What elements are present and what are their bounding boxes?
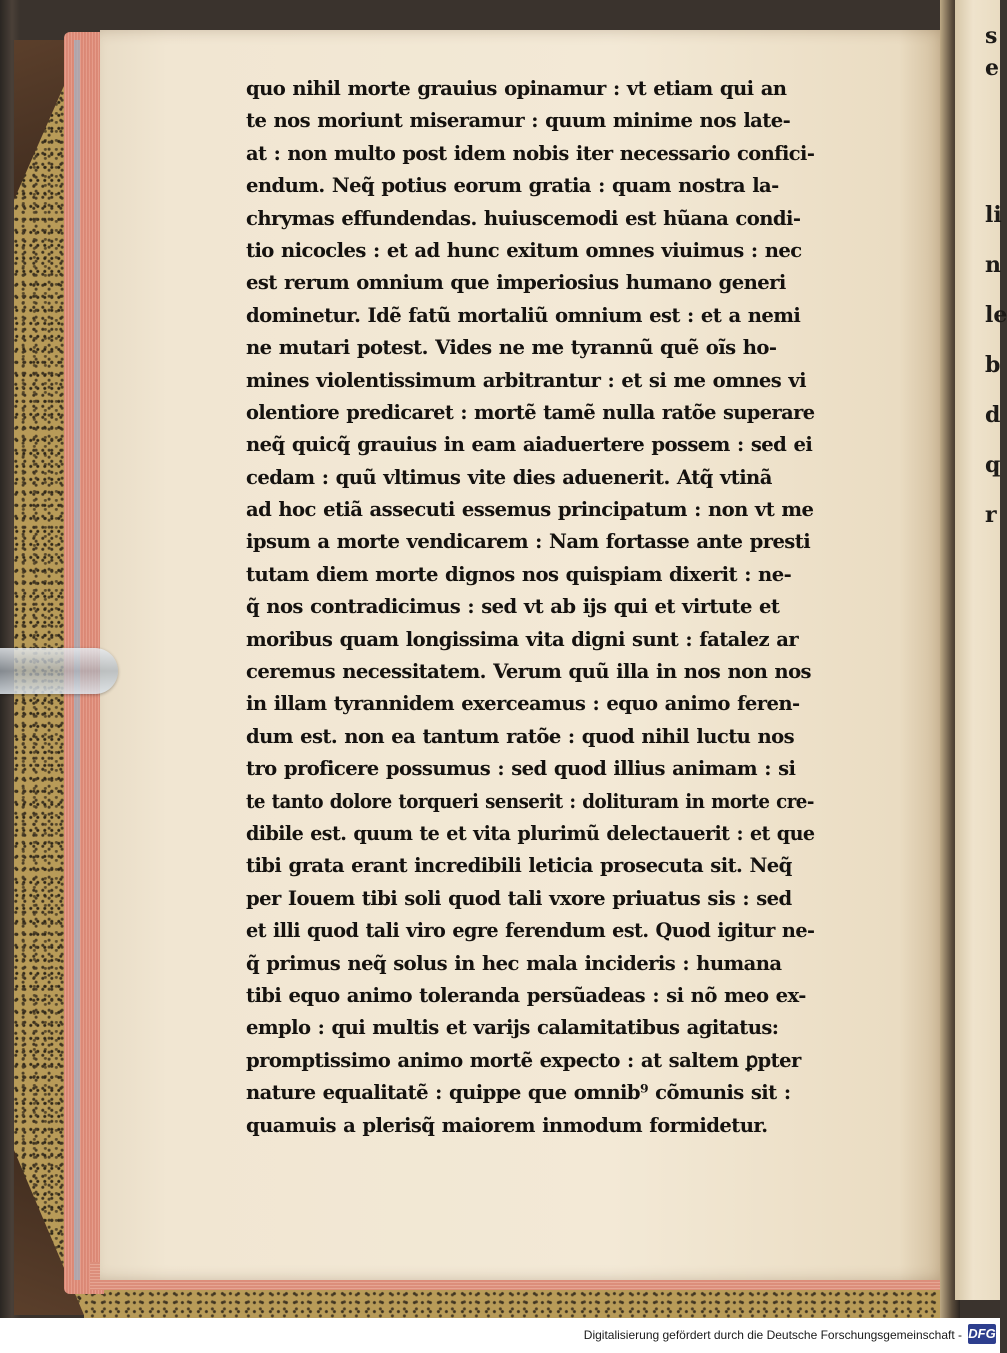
text-line: est rerum omnium que imperiosius humano generi <box>246 270 786 295</box>
text-line: in illam tyrannidem exerceamus : equo animo feren- <box>246 691 800 716</box>
text-line: tibi grata erant incredibili leticia prosecuta sit. Neq̃ <box>246 853 792 878</box>
facing-page-fragment: d <box>985 402 1001 428</box>
text-line: per Iouem tibi soli quod tali vxore priuatus sis : sed <box>246 885 792 910</box>
text-line: at : non multo post idem nobis iter necessario confici- <box>246 140 815 165</box>
footer-bar <box>0 1318 1000 1353</box>
facing-page-fragment: le <box>985 302 1007 328</box>
text-line: moribus quam longissima vita digni sunt : fatalez ar <box>246 626 799 651</box>
facing-page-fragment: r <box>985 502 997 528</box>
text-line: q̃ nos contradicimus : sed vt ab ijs qui et virtute et <box>246 594 780 619</box>
text-line: ipsum a morte vendicarem : Nam fortasse ante presti <box>246 529 811 554</box>
text-line: te tanto dolore torqueri senserit : dolituram in morte cre- <box>246 788 814 813</box>
latin-text-block <box>246 72 826 1141</box>
text-line: ne mutari potest. Vides ne me tyrannũ quẽ oĩs ho- <box>246 335 777 360</box>
binding-board-bottom <box>84 1290 954 1318</box>
text-line: cedam : quũ vltimus vite dies aduenerit. Atq̃ vtinã <box>246 464 772 489</box>
text-line: tio nicocles : et ad hunc exitum omnes viuimus : nec <box>246 237 802 262</box>
facing-page-char: e <box>985 55 999 81</box>
text-line: endum. Neq̃ potius eorum gratia : quam nostra la- <box>246 173 779 198</box>
footer-credit: Digitalisierung gefördert durch die Deutsche Forschungsgemeinschaft - <box>583 1328 962 1342</box>
bookmark-clip <box>0 648 118 694</box>
text-line: tutam diem morte dignos nos quispiam dixerit : ne- <box>246 561 792 586</box>
text-line: neq̃ quicq̃ grauius in eam aiaduertere possem : sed ei <box>246 432 813 457</box>
text-line: q̃ primus neq̃ solus in hec mala incideris : humana <box>246 950 782 975</box>
text-line: mines violentissimum arbitrantur : et si me omnes vi <box>246 367 807 392</box>
text-line: tibi equo animo toleranda persũadeas : si nõ meo ex- <box>246 982 806 1007</box>
text-line: chrymas effundendas. huiuscemodi est hũana condi- <box>246 205 801 230</box>
text-line: dominetur. Idẽ fatũ mortaliũ omnium est : et a nemi <box>246 302 801 327</box>
dfg-logo: DFG <box>968 1324 996 1344</box>
text-line: quo nihil morte grauius opinamur : vt etiam qui an <box>246 76 787 100</box>
text-line: ceremus necessitatem. Verum quũ illa in nos non nos <box>246 659 811 684</box>
text-line: nature equalitatẽ : quippe que omnib⁹ cõmunis sit : <box>246 1080 791 1105</box>
text-line: quamuis a plerisq̃ maiorem inmodum formidetur. <box>246 1112 768 1137</box>
facing-page-fragment: b <box>985 352 1001 378</box>
facing-page-fragment: q <box>985 452 1001 478</box>
text-line: tro proficere possumus : sed quod illius animam : si <box>246 756 796 781</box>
facing-page-fragment: li <box>985 202 1002 228</box>
facing-page-top-text <box>985 20 999 84</box>
text-line: dum est. non ea tantum ratõe : quod nihil luctu nos <box>246 723 795 748</box>
text-line: ad hoc etiã assecuti essemus principatum : non vt me <box>246 497 814 522</box>
facing-page-fragment: n <box>985 252 1001 278</box>
text-line: promptissimo animo mortẽ expecto : at saltem ꝑpter <box>246 1047 801 1072</box>
text-line: dibile est. quum te et vita plurimũ delectauerit : et que <box>246 820 815 845</box>
text-line: et illi quod tali viro egre ferendum est. Quod igitur ne- <box>246 918 815 943</box>
text-line: te nos moriunt miseramur : quum minime nos late- <box>246 108 791 133</box>
facing-page-char: s <box>985 23 998 49</box>
text-line: olentiore predicaret : mortẽ tamẽ nulla ratõe superare <box>246 399 815 424</box>
text-line: emplo : qui multis et varijs calamitatibus agitatus: <box>246 1015 779 1040</box>
facing-page-text <box>985 190 1007 540</box>
